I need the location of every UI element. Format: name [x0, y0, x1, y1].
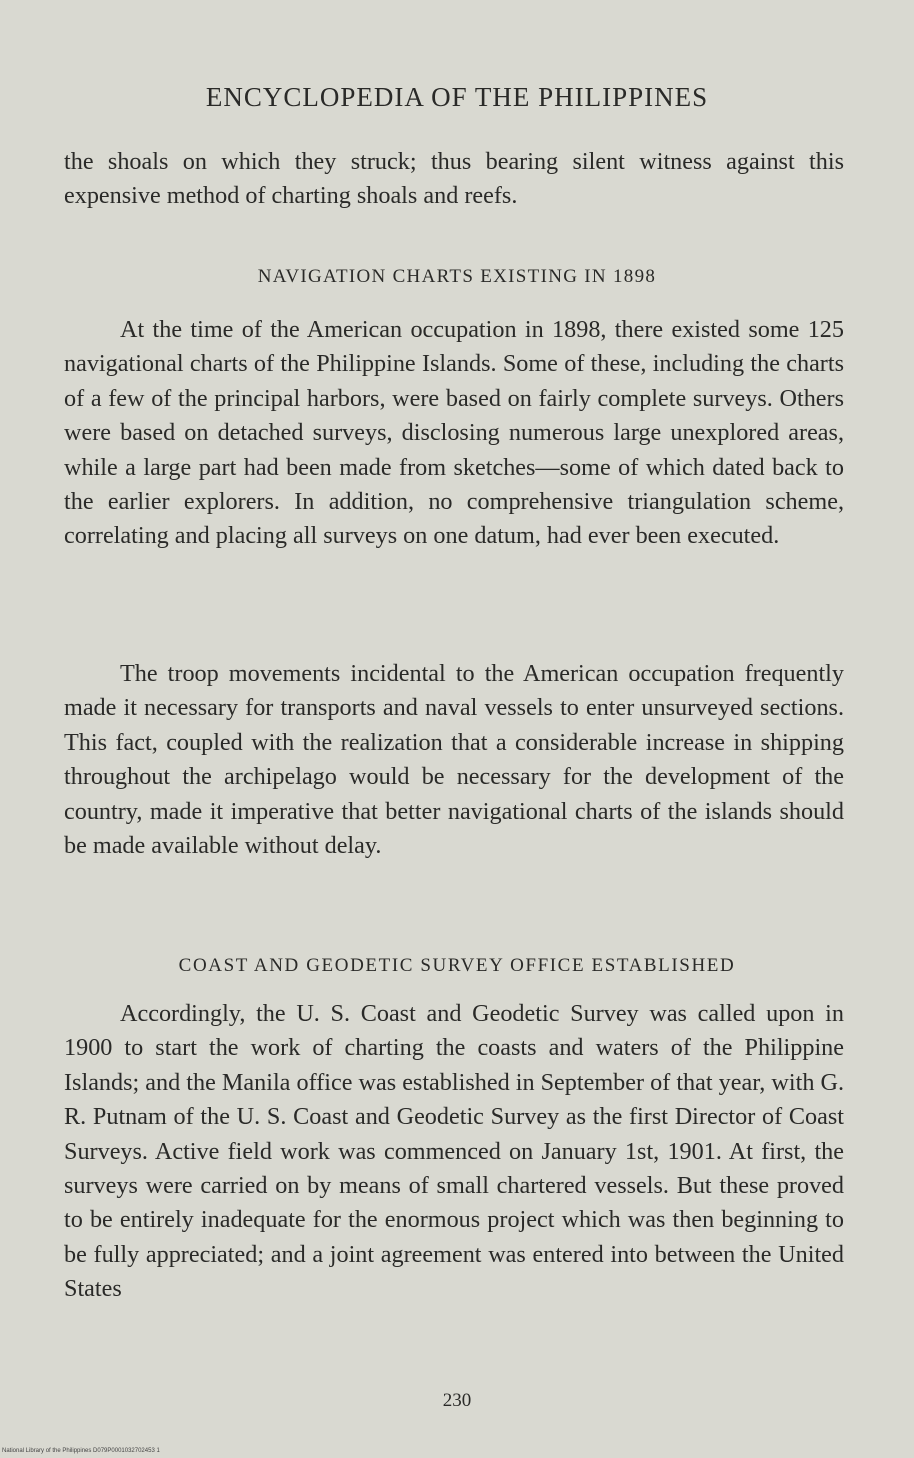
page-number: 230 [442, 1390, 472, 1411]
section-heading-navigation-charts: NAVIGATION CHARTS EXISTING IN 1898 [257, 266, 657, 287]
paragraph-charts-1898 [64, 313, 844, 554]
paragraph-troop-movements [64, 657, 844, 863]
paragraph-continuation: the shoals on which they struck; thus bearing silent witness against this expensive method of charting shoals and reefs. [64, 148, 844, 210]
section-heading-survey-office: COAST AND GEODETIC SURVEY OFFICE ESTABLISHED [178, 955, 736, 976]
paragraph-survey-office-text: Accordingly, the U. S. Coast and Geodetic Survey was called upon in 1900 to start the work of charting the coasts and waters of the Philippine Islands; and the Manila office was established in September of that year, with G. R. Putnam of the U. S. Coast and Geodetic Survey as the first Director of Coast Surveys. Active field work was commenced on January 1st, 1901. At first, the surveys were carried on by means of small chartered vessels. But these proved to be entirely inadequate for the enormous project which was then beginning to be fully appreciated; and a joint agreement was entered into between the United States [64, 1000, 844, 1303]
paragraph-survey-office [64, 997, 844, 1307]
running-head: ENCYCLOPEDIA OF THE PHILIPPINES [205, 82, 709, 112]
paragraph-charts-1898-text: At the time of the American occupation in 1898, there existed some 125 navigational charts of the Philippine Islands. Some of these, including the charts of a few of the principal harbors, were based on fairly complete surveys. Others were based on detached surveys, disclosing numerous large unexplored areas, while a large part had been made from sketches—some of which dated back to the earlier explorers. In addition, no comprehensive triangulation scheme, correlating and placing all surveys on one datum, had ever been executed. [64, 316, 844, 550]
paragraph-troop-movements-text: The troop movements incidental to the American occupation frequently made it necessary for transports and naval vessels to enter unsurveyed sections. This fact, coupled with the realization that a considerable increase in shipping throughout the archipelago would be necessary for the development of the country, made it imperative that better navigational charts of the islands should be made available without delay. [64, 660, 844, 860]
library-stamp: National Library of the Philippines D079P0001032702453 1 [2, 1448, 160, 1454]
